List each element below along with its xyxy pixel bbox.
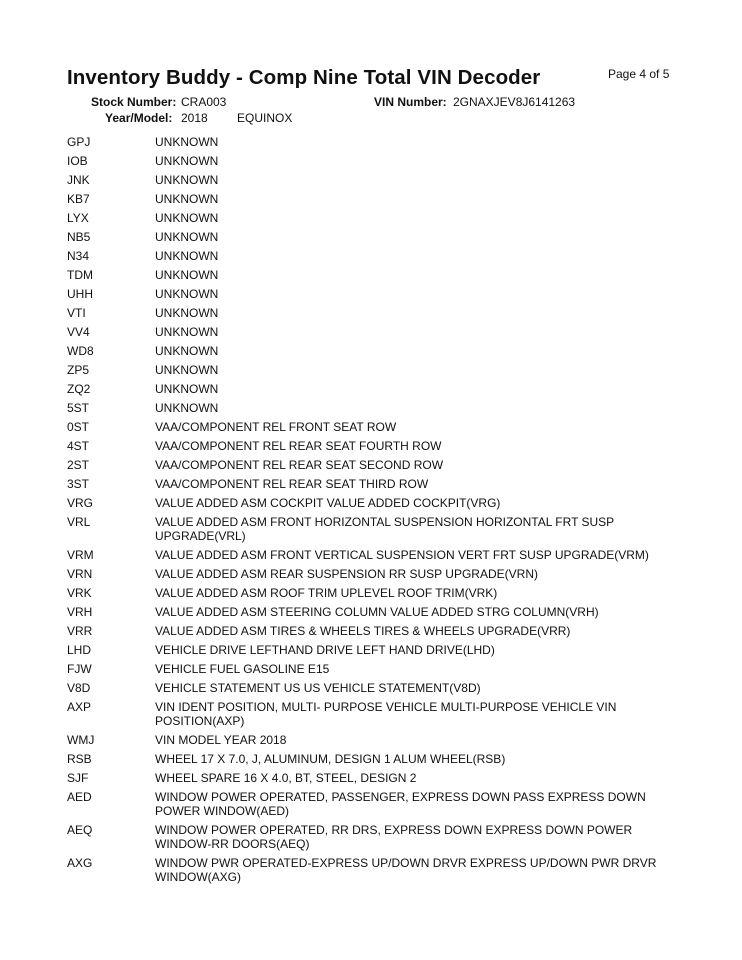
model-value: EQUINOX bbox=[237, 111, 293, 125]
document-title: Inventory Buddy - Comp Nine Total VIN Decoder bbox=[67, 66, 541, 89]
option-description: UNKNOWN bbox=[155, 135, 219, 149]
option-description: VIN MODEL YEAR 2018 bbox=[155, 733, 287, 747]
option-description: UNKNOWN bbox=[155, 306, 219, 320]
option-code: AXG bbox=[67, 856, 93, 870]
option-description: VAA/COMPONENT REL REAR SEAT FOURTH ROW bbox=[155, 439, 442, 453]
option-description: VALUE ADDED ASM FRONT HORIZONTAL SUSPENSION HORIZONTAL FRT SUSP UPGRADE(VRL) bbox=[155, 515, 614, 543]
option-description: UNKNOWN bbox=[155, 325, 219, 339]
option-description: VAA/COMPONENT REL FRONT SEAT ROW bbox=[155, 420, 397, 434]
option-description: UNKNOWN bbox=[155, 211, 219, 225]
option-code: 0ST bbox=[67, 420, 90, 434]
option-code: ZP5 bbox=[67, 363, 90, 377]
option-code: KB7 bbox=[67, 192, 90, 206]
option-description: VALUE ADDED ASM STEERING COLUMN VALUE ADDED STRG COLUMN(VRH) bbox=[155, 605, 599, 619]
option-description: WHEEL 17 X 7.0, J, ALUMINUM, DESIGN 1 ALUM WHEEL(RSB) bbox=[155, 752, 506, 766]
option-code: AXP bbox=[67, 700, 92, 714]
option-code: SJF bbox=[67, 771, 89, 785]
option-description: VAA/COMPONENT REL REAR SEAT THIRD ROW bbox=[155, 477, 429, 491]
option-code: IOB bbox=[67, 154, 88, 168]
option-code: LYX bbox=[67, 211, 89, 225]
option-code: AED bbox=[67, 790, 92, 804]
option-code: JNK bbox=[67, 173, 90, 187]
option-code: VRG bbox=[67, 496, 94, 510]
option-code: VRK bbox=[67, 586, 92, 600]
option-description: VEHICLE DRIVE LEFTHAND DRIVE LEFT HAND DRIVE(LHD) bbox=[155, 643, 495, 657]
option-code: TDM bbox=[67, 268, 93, 282]
option-code: N34 bbox=[67, 249, 90, 263]
option-description: UNKNOWN bbox=[155, 287, 219, 301]
option-description: VIN IDENT POSITION, MULTI- PURPOSE VEHICLE MULTI-PURPOSE VEHICLE VIN POSITION(AXP) bbox=[155, 700, 617, 728]
option-code: 4ST bbox=[67, 439, 90, 453]
option-code: 2ST bbox=[67, 458, 90, 472]
option-code: VRH bbox=[67, 605, 93, 619]
option-description: UNKNOWN bbox=[155, 363, 219, 377]
vin-number-label: VIN Number: bbox=[374, 95, 447, 109]
option-description: UNKNOWN bbox=[155, 230, 219, 244]
option-code: GPJ bbox=[67, 135, 91, 149]
option-description: UNKNOWN bbox=[155, 268, 219, 282]
option-description: VALUE ADDED ASM REAR SUSPENSION RR SUSP UPGRADE(VRN) bbox=[155, 567, 538, 581]
option-code: VRR bbox=[67, 624, 93, 638]
year-model-label: Year/Model: bbox=[105, 111, 173, 125]
option-description: VAA/COMPONENT REL REAR SEAT SECOND ROW bbox=[155, 458, 444, 472]
option-code: UHH bbox=[67, 287, 93, 301]
option-description: UNKNOWN bbox=[155, 249, 219, 263]
stock-number-label: Stock Number: bbox=[91, 95, 177, 109]
option-code: VV4 bbox=[67, 325, 90, 339]
page-number: Page 4 of 5 bbox=[608, 67, 670, 81]
option-code: WMJ bbox=[67, 733, 95, 747]
option-description: VALUE ADDED ASM TIRES & WHEELS TIRES & WHEELS UPGRADE(VRR) bbox=[155, 624, 571, 638]
option-code: AEQ bbox=[67, 823, 93, 837]
option-description: WINDOW POWER OPERATED, RR DRS, EXPRESS DOWN EXPRESS DOWN POWER WINDOW-RR DOORS(AEQ) bbox=[155, 823, 633, 851]
option-description: UNKNOWN bbox=[155, 382, 219, 396]
option-code: 5ST bbox=[67, 401, 90, 415]
option-description: WHEEL SPARE 16 X 4.0, BT, STEEL, DESIGN 2 bbox=[155, 771, 417, 785]
option-code: RSB bbox=[67, 752, 92, 766]
option-code: VRN bbox=[67, 567, 93, 581]
option-code: FJW bbox=[67, 662, 92, 676]
option-description: WINDOW POWER OPERATED, PASSENGER, EXPRESS DOWN PASS EXPRESS DOWN POWER WINDOW(AED) bbox=[155, 790, 646, 818]
option-code: VRL bbox=[67, 515, 91, 529]
option-description: VALUE ADDED ASM COCKPIT VALUE ADDED COCKPIT(VRG) bbox=[155, 496, 501, 510]
option-description: UNKNOWN bbox=[155, 192, 219, 206]
option-code: ZQ2 bbox=[67, 382, 91, 396]
option-code: NB5 bbox=[67, 230, 91, 244]
option-description: UNKNOWN bbox=[155, 344, 219, 358]
option-code: V8D bbox=[67, 681, 91, 695]
year-value: 2018 bbox=[181, 111, 208, 125]
option-description: VALUE ADDED ASM FRONT VERTICAL SUSPENSION VERT FRT SUSP UPGRADE(VRM) bbox=[155, 548, 649, 562]
option-code: WD8 bbox=[67, 344, 94, 358]
option-description: UNKNOWN bbox=[155, 401, 219, 415]
option-description: UNKNOWN bbox=[155, 154, 219, 168]
option-description: VEHICLE FUEL GASOLINE E15 bbox=[155, 662, 330, 676]
option-code: 3ST bbox=[67, 477, 90, 491]
option-code: LHD bbox=[67, 643, 92, 657]
option-description: VEHICLE STATEMENT US US VEHICLE STATEMENT(V8D) bbox=[155, 681, 481, 695]
stock-number-value: CRA003 bbox=[181, 95, 227, 109]
vin-number-value: 2GNAXJEV8J6141263 bbox=[453, 95, 576, 109]
option-description: WINDOW PWR OPERATED-EXPRESS UP/DOWN DRVR EXPRESS UP/DOWN PWR DRVR WINDOW(AXG) bbox=[155, 856, 657, 884]
option-code: VRM bbox=[67, 548, 94, 562]
option-description: VALUE ADDED ASM ROOF TRIM UPLEVEL ROOF TRIM(VRK) bbox=[155, 586, 498, 600]
option-description: UNKNOWN bbox=[155, 173, 219, 187]
option-code: VTI bbox=[67, 306, 86, 320]
